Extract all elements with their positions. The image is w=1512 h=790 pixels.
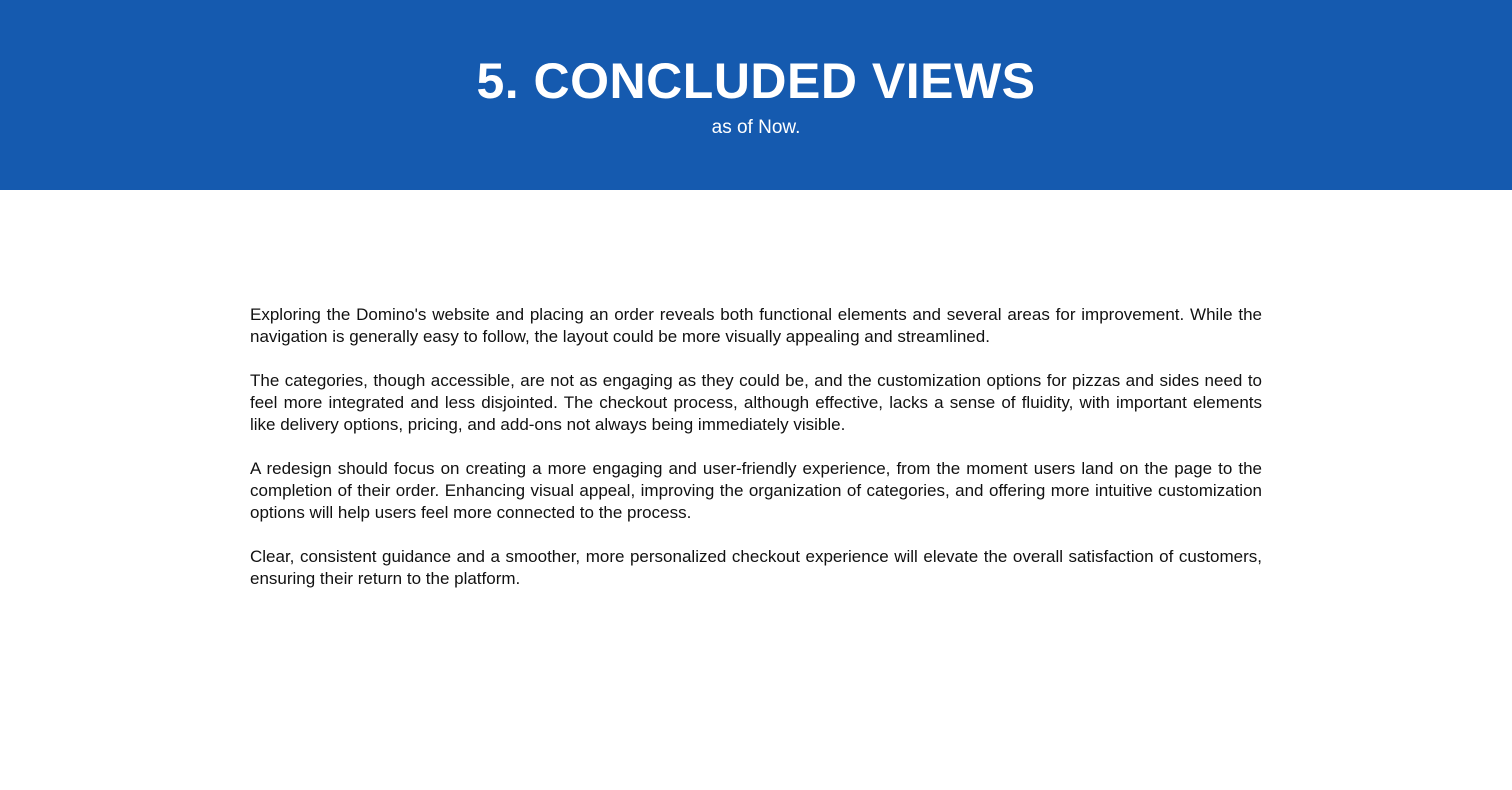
page-header <box>0 0 1512 190</box>
page-subtitle: as of Now. <box>711 117 801 138</box>
paragraph-customer-satisfaction: Clear, consistent guidance and a smoother, more personalized checkout experience will elevate the overall satisfaction of customers, ensuring their return to the platform. <box>250 547 1262 588</box>
paragraph-redesign-focus: A redesign should focus on creating a more engaging and user-friendly experience, from the moment users land on the page to the completion of their order. Enhancing visual appeal, improving the organization of categories, and offering more intuitive customization options will help users feel more connected to the process. <box>250 459 1262 522</box>
paragraph-overview: Exploring the Domino's website and placing an order reveals both functional elements and several areas for improvement. While the navigation is generally easy to follow, the layout could be more visually appealing and streamlined. <box>250 305 1262 346</box>
page-title: 5. CONCLUDED VIEWS <box>476 53 1036 109</box>
concluding-content <box>250 304 1262 612</box>
paragraph-categories-checkout: The categories, though accessible, are not as engaging as they could be, and the customization options for pizzas and sides need to feel more integrated and less disjointed. The checkout process, although effective, lacks a sense of fluidity, with important elements like delivery options, pricing, and add-ons not always being immediately visible. <box>250 371 1262 434</box>
